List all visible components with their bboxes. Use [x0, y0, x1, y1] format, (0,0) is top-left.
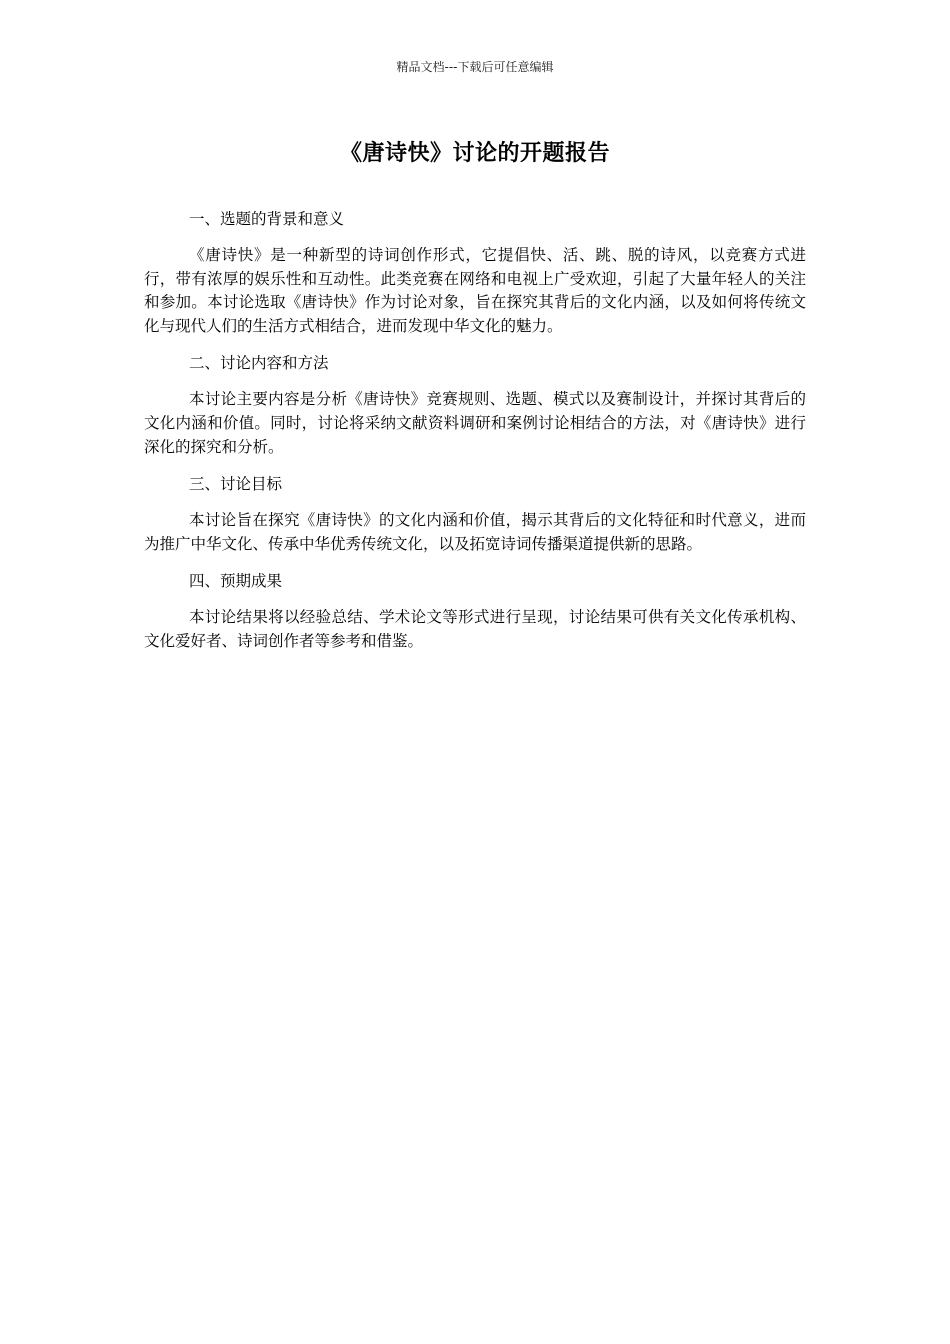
section-expected-results	[144, 569, 806, 653]
section-heading: 四、预期成果	[189, 572, 283, 591]
section-paragraph: 本讨论旨在探究《唐诗快》的文化内涵和价值，揭示其背后的文化特征和时代意义，进而为推广中华文化、传承中华优秀传统文化，以及拓宽诗词传播渠道提供新的思路。	[144, 511, 806, 553]
section-heading: 三、讨论目标	[189, 475, 283, 494]
section-goals	[144, 472, 806, 556]
section-heading: 一、选题的背景和意义	[189, 210, 345, 228]
section-content-methods	[144, 351, 806, 459]
section-paragraph: 本讨论结果将以经验总结、学术论文等形式进行呈现，讨论结果可供有关文化传承机构、文化爱好者、诗词创作者等参考和借鉴。	[144, 608, 806, 650]
section-heading: 二、讨论内容和方法	[189, 354, 329, 373]
section-paragraph: 本讨论主要内容是分析《唐诗快》竞赛规则、选题、模式以及赛制设计，并探讨其背后的文化内涵和价值。同时，讨论将采纳文献资料调研和案例讨论相结合的方法，对《唐诗快》进行深化的探究和分析。	[144, 390, 806, 456]
document-title: 《唐诗快》讨论的开题报告	[339, 141, 610, 166]
document-body	[144, 207, 806, 667]
page-header: 精品文档---下载后可任意编辑	[396, 60, 554, 74]
section-background	[144, 207, 806, 338]
section-paragraph: 《唐诗快》是一种新型的诗词创作形式，它提倡快、活、跳、脱的诗风，以竞赛方式进行，带有浓厚的娱乐性和互动性。此类竞赛在网络和电视上广受欢迎，引起了大量年轻人的关注和参加。本讨论选取《唐诗快》作为讨论对象，旨在探究其背后的文化内涵，以及如何将传统文化与现代人们的生活方式相结合，进而发现中华文化的魅力。	[144, 246, 806, 335]
